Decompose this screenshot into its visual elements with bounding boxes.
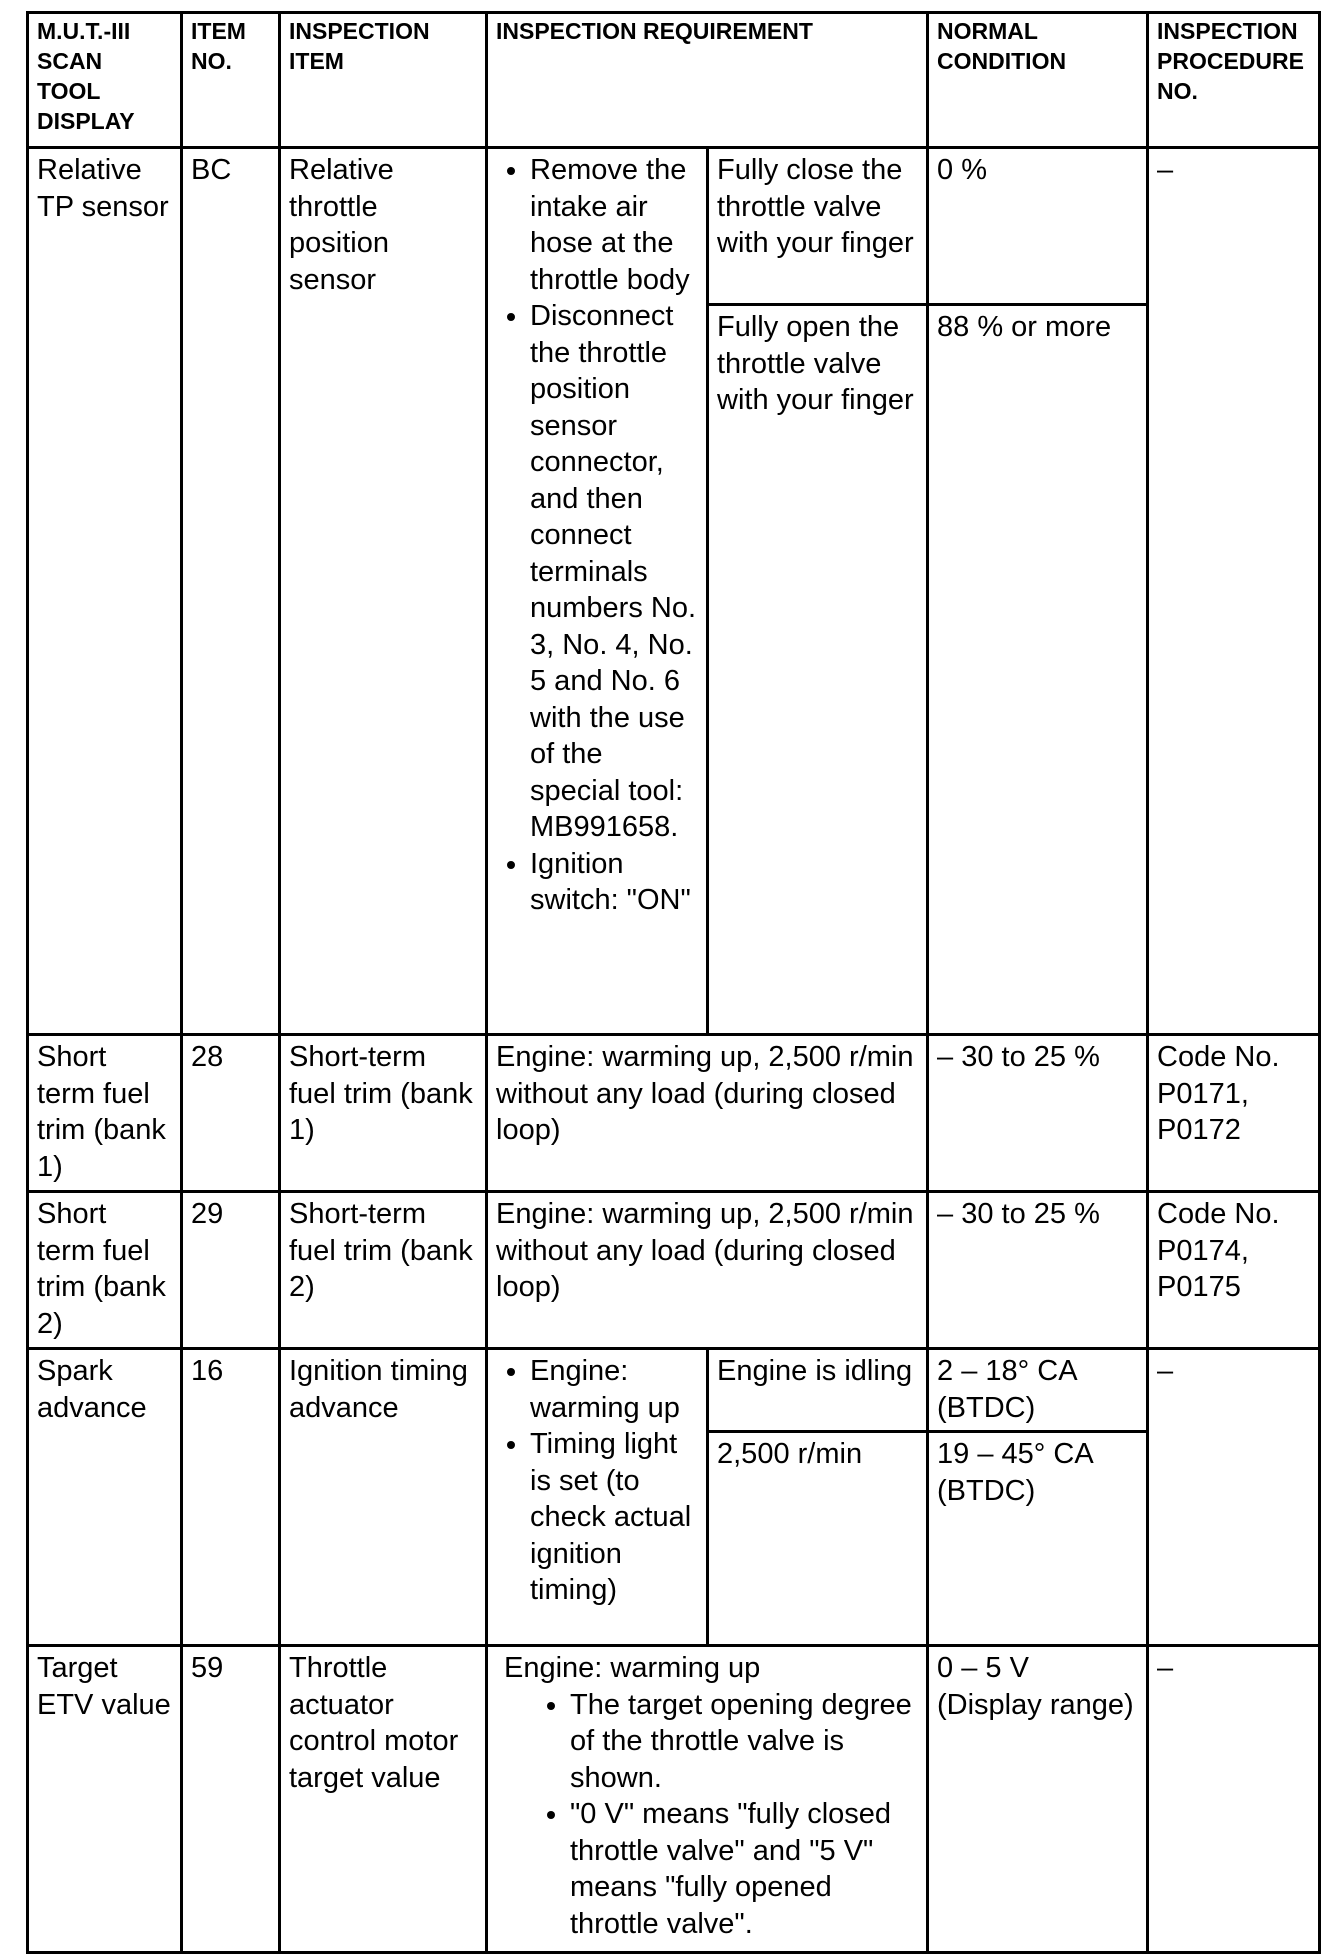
table-row	[28, 1646, 1320, 1953]
cell-display: Relative TP sensor	[28, 148, 182, 1035]
table-row	[28, 148, 1320, 305]
cell-normal: – 30 to 25 %	[928, 1192, 1148, 1349]
cell-item-no: 29	[182, 1192, 280, 1349]
requirement-text: Engine: warming up	[504, 1652, 761, 1684]
requirement-bullet: • The target opening degree of the throttle valve is shown.	[570, 1687, 918, 1797]
cell-sub-condition: Fully open the throttle valve with your finger	[708, 305, 928, 1035]
cell-display: Short term fuel trim (bank 1)	[28, 1035, 182, 1192]
cell-normal: 0 – 5 V (Display range)	[928, 1646, 1148, 1953]
requirement-bullet: • Engine: warming up	[530, 1353, 698, 1426]
cell-item: Throttle actuator control motor target value	[280, 1646, 487, 1953]
cell-procedure: –	[1148, 148, 1320, 1035]
requirement-bullet: • Disconnect the throttle position sensor connector, and then connect terminals numbers No. 3, No. 4, No. 5 and No. 6 with the use of the special tool: MB991658.	[530, 298, 698, 846]
cell-requirement	[487, 148, 708, 1035]
cell-requirement: Engine: warming up, 2,500 r/min without any load (during closed loop)	[487, 1192, 928, 1349]
requirement-bullet: • "0 V" means "fully closed throttle valve" and "5 V" means "fully opened throttle valve".	[570, 1796, 918, 1942]
cell-normal: 0 %	[928, 148, 1148, 305]
table-row	[28, 1035, 1320, 1192]
cell-normal: 88 % or more	[928, 305, 1148, 1035]
header-requirement: INSPECTION REQUIREMENT	[487, 13, 928, 148]
cell-display: Target ETV value	[28, 1646, 182, 1953]
cell-procedure: Code No. P0174, P0175	[1148, 1192, 1320, 1349]
table-row	[28, 1349, 1320, 1432]
cell-sub-condition: Engine is idling	[708, 1349, 928, 1432]
cell-item-no: 59	[182, 1646, 280, 1953]
cell-normal: 19 – 45° CA (BTDC)	[928, 1432, 1148, 1646]
header-display: M.U.T.-III SCAN TOOL DISPLAY	[28, 13, 182, 148]
cell-item: Relative throttle position sensor	[280, 148, 487, 1035]
table-row	[28, 1192, 1320, 1349]
header-item-no: ITEM NO.	[182, 13, 280, 148]
requirement-bullet: • Remove the intake air hose at the throttle body	[530, 152, 698, 298]
cell-normal: – 30 to 25 %	[928, 1035, 1148, 1192]
cell-display: Spark advance	[28, 1349, 182, 1646]
requirement-bullet: • Ignition switch: "ON"	[530, 846, 698, 919]
cell-sub-condition: Fully close the throttle valve with your finger	[708, 148, 928, 305]
cell-item-no: 16	[182, 1349, 280, 1646]
cell-procedure: Code No. P0171, P0172	[1148, 1035, 1320, 1192]
cell-item: Ignition timing advance	[280, 1349, 487, 1646]
cell-item-no: BC	[182, 148, 280, 1035]
cell-requirement	[487, 1349, 708, 1646]
cell-normal: 2 – 18° CA (BTDC)	[928, 1349, 1148, 1432]
cell-sub-condition: 2,500 r/min	[708, 1432, 928, 1646]
cell-procedure: –	[1148, 1646, 1320, 1953]
cell-item: Short-term fuel trim (bank 1)	[280, 1035, 487, 1192]
cell-display: Short term fuel trim (bank 2)	[28, 1192, 182, 1349]
header-row	[28, 13, 1320, 148]
cell-item: Short-term fuel trim (bank 2)	[280, 1192, 487, 1349]
cell-requirement	[487, 1646, 928, 1953]
header-item: INSPECTION ITEM	[280, 13, 487, 148]
cell-item-no: 28	[182, 1035, 280, 1192]
cell-procedure: –	[1148, 1349, 1320, 1646]
header-procedure: INSPECTION PROCEDURE NO.	[1148, 13, 1320, 148]
requirement-bullet: • Timing light is set (to check actual ignition timing)	[530, 1426, 698, 1609]
header-normal: NORMAL CONDITION	[928, 13, 1148, 148]
inspection-table	[26, 11, 1321, 1954]
cell-requirement: Engine: warming up, 2,500 r/min without any load (during closed loop)	[487, 1035, 928, 1192]
